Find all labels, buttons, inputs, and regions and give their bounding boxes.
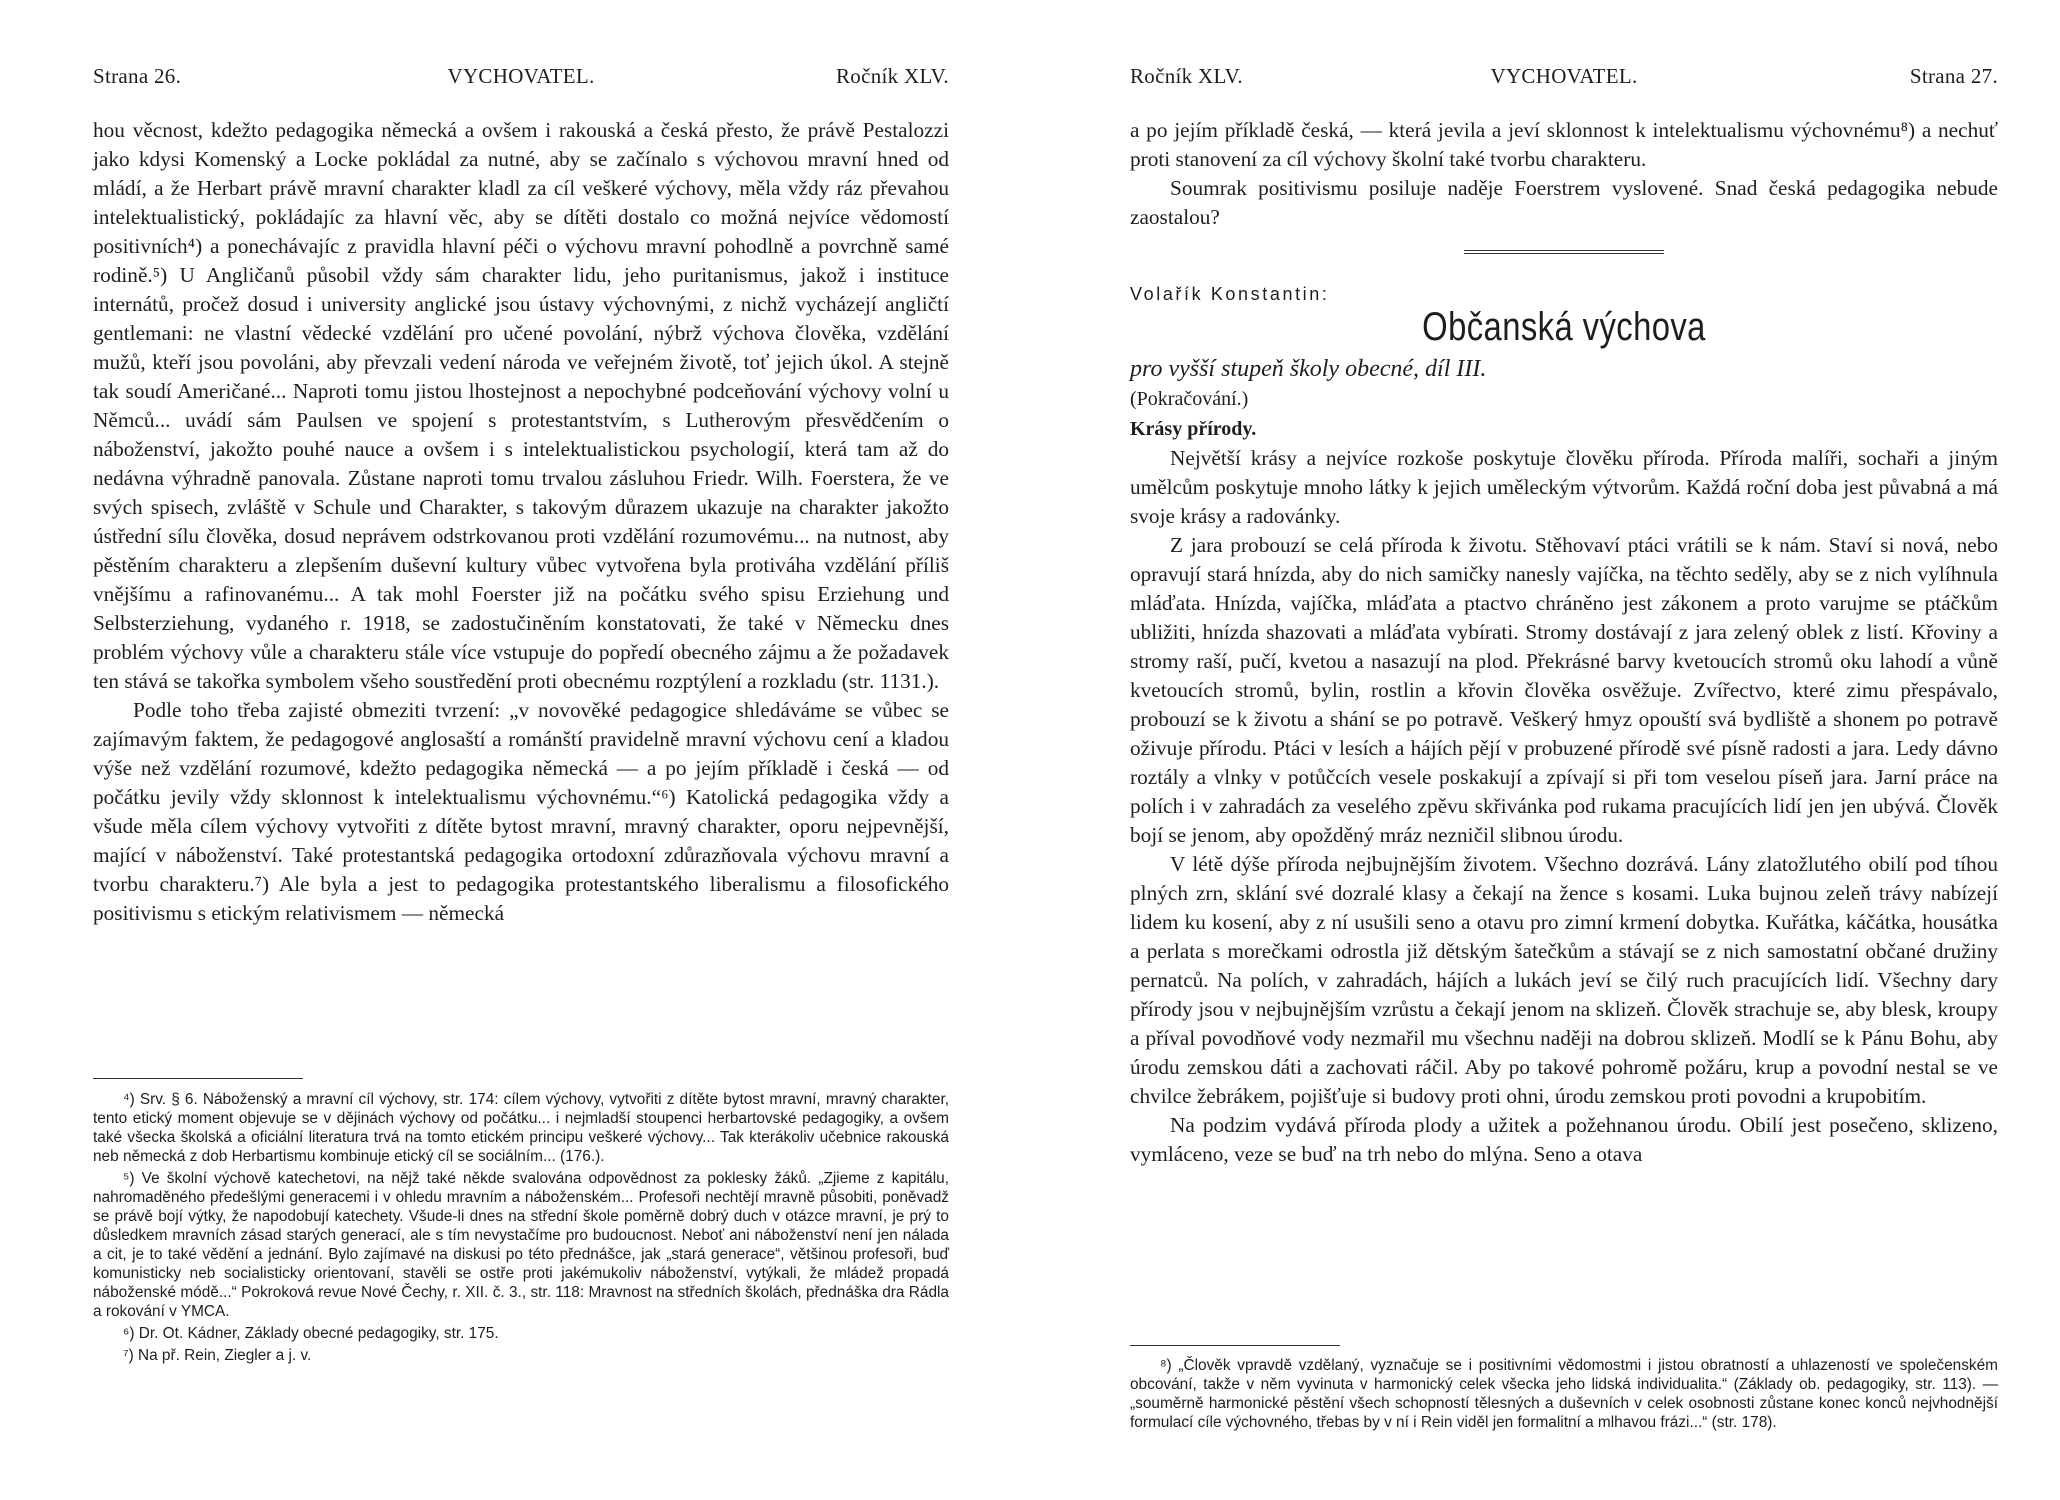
volume-label: Ročník XLV.	[1130, 64, 1243, 88]
paragraph: Soumrak positivismu posiluje naděje Foerstrem vyslovené. Snad česká pedagogika nebude zaostalou?	[1130, 176, 1998, 229]
body-text	[1130, 116, 1998, 1169]
journal-title: VYCHOVATEL.	[447, 64, 595, 88]
journal-title: VYCHOVATEL.	[1490, 64, 1638, 88]
paragraph: Podle toho třeba zajisté obmeziti tvrzení: „v novověké pedagogice shledáváme se vůbec se zajímavým faktem, že pedagogové anglosaští a románští pravidelně mravní výchovu cení a kladou výše než vzdělání rozumové, kdežto pedagogika německá — a po jejím příkladě i česká — od počátku jevily vždy sklonnost k intelektualismu výchovnému.“⁶) Katolická pedagogika vždy a všude měla cílem výchovy vytvořiti z dítěte bytost mravní, mravný charakter, oporu nejpevnější, mající v náboženství. Také protestantská pedagogika ortodoxní zdůrazňovala výchovu mravní a tvorbu charakteru.⁷) Ale byla a jest to pedagogika protestantského liberalismu a filosofického positivismu s etickým relativismem — německá	[93, 698, 949, 925]
body-text	[93, 116, 949, 928]
paragraph: hou věcnost, kdežto pedagogika německá a ovšem i rakouská a česká přesto, že právě Pestalozzi jako kdysi Komenský a Locke pokládal za nutné, aby se začínalo s výchovou mravní hned od mládí, a že Herbart právě mravní charakter kladl za cíl veškeré výchovy, měla vždy ráz převahou intelektualistický, pokládajíc za hlavní věc, aby se dítěti dostalo co možná nejvíce vědomostí positivních⁴) a ponechávajíc z pravidla hlavní péči o výchovu mravní pohodlně a povrchně samé rodině.⁵) U Angličanů působil vždy sám charakter lidu, jeho puritanismus, jakož i instituce internátů, pročež dosud i university anglické jsou ústavy výchovnými, z nichž vycházejí angličtí gentlemani: ne vlastní vědecké vzdělání pro učené povolání, nýbrž výchova člověka, vzdělání mužů, kteří jsou povoláni, aby převzali vedení národa ve veřejném životě, toť jejich úkol. A stejně tak soudí Američané... Naproti tomu jistou lhostejnost a nepochybné podceňování výchovy volní u Němců... uvádí sám Paulsen ve spojení s protestantstvím, s Lutherovým přesvědčením o náboženství, jakožto pouhé nauce a ovšem i s intelektualistickou psychologií, která tam až do nedávna výhradně panovala. Zůstane naproti tomu trvalou zásluhou Friedr. Wilh. Foerstera, že ve svých spisech, zvláště v Schule und Charakter, s takovým důrazem ukazuje na charakter jakožto ústřední sílu člověka, dosud neprávem odstrkovanou proti vzdělání rozumovému... na nutnost, aby pěstěním charakteru a zlepšením duševní kultury vůbec vytvořena byla protiváha vzdělání příliš vnějšímu a rafinovanému... A tak mohl Foerster již na počátku svého spisu Erziehung und Selbsterziehung, vydaného r. 1918, se zadostučiněním konstatovati, že také v Německu dnes problém výchovy vůle a charakteru stále více vstupuje do popředí obecného zájmu a že požadavek ten stává se takořka symbolem všeho soustředění proti obecnému rozptýlení a rozkladu (str. 1131.).	[93, 118, 949, 693]
paragraph: Z jara probouzí se celá příroda k životu. Stěhovaví ptáci vrátili se k nám. Staví si nová, nebo opravují stará hnízda, aby do nich samičky nanesly vajíčka, na těchto seděly, aby se z nich vylíhnula mláďata. Hnízda, vajíčka, mláďata a ptactvo chráněno jest zákonem a proto varujme se ptáčkům ubližiti, hnízda shazovati a mláďata vybírati. Stromy dostávají z jara zelený oblek z listí. Křoviny a stromy raší, pučí, kvetou a nasazují na plod. Překrásné barvy kvetoucích stromů oku lahodí a vůně kvetoucích stromů, bylin, rostlin a křovin člověka osvěžuje. Zvířectvo, které zimu přespávalo, probouzí se k životu a shání se po potravě. Veškerý hmyz opouští svá bydliště a shonem po potravě oživuje přírodu. Ptáci v lesích a hájích pějí v probuzené přírodě své písně radosti a jara. Ledy dávno roztály a vlnky v potůčcích vesele poskakují a zpívají si při tom veselou píseň jara. Jarní práce na polích i v zahradách za veselého zpěvu skřivánka pod rukama pracujících lidí jen jen ubývá. Člověk bojí se jenom, aby opožděný mráz nezničil slibnou úrodu.	[1130, 533, 1998, 847]
article-author: Volařík Konstantin:	[1130, 284, 1330, 304]
page-number: Strana 27.	[1909, 64, 1998, 88]
paragraph: Největší krásy a nejvíce rozkoše poskytuje člověku příroda. Příroda malíři, sochaři a jiným umělcům poskytuje mnoho látky k jejich uměleckým výtvorům. Každá roční doba jest půvabná a má svoje krásy a radovánky.	[1130, 446, 1998, 528]
footnotes	[1130, 1356, 1998, 1435]
article-title: Občanská výchova	[1422, 305, 1706, 349]
paragraph: a po jejím příkladě česká, — která jevila a jeví sklonnost k intelektualismu výchovnému⁸) a nechuť proti stanovení za cíl výchovy školní také tvorbu charakteru.	[1130, 118, 1998, 171]
paragraph: Na podzim vydává příroda plody a užitek a požehnanou úrodu. Obilí jest posečeno, sklizeno, vymláceno, veze se buď na trh nebo do mlýna. Seno a otava	[1130, 1113, 1998, 1166]
footnotes	[93, 1090, 949, 1368]
footnote: ⁵) Ve školní výchově katechetovi, na nějž také někde svalována odpovědnost za poklesky žáků. „Zjieme z kapitálu, nahromaděného předešlými generacemi i v ohledu mravním a náboženském... Profesoři nechtějí mravně působiti, poněvadž se právě bojí výtky, že napodobují katechety. Všude-li dnes na střední škole poměrně dobrý duch v otázce mravní, je prý to důsledkem mravních zásad starých generací, ale s tím nevystačíme pro budoucnost. Neboť ani náboženství není jen nálada a cit, je to také vědění a jednání. Bylo zajímavé na diskusi po této přednášce, jak „stará generace“, většinou profesoři, buď komunisticky neb socialisticky orientovaní, stavěli se ostře proti jakémukoliv náboženství, vytýkali, že mládež propadá náboženské módě...“ Pokroková revue Nové Čechy, r. XII. č. 3., str. 118: Mravnost na středních školách, přednáška dra Rádla a rokování v YMCA.	[93, 1170, 949, 1320]
article-subtitle: pro vyšší stupeň školy obecné, díl III.	[1130, 356, 1487, 382]
page-header	[1130, 64, 1998, 96]
volume-label: Ročník XLV.	[836, 64, 949, 88]
footnote: ⁶) Dr. Ot. Kádner, Základy obecné pedagogiky, str. 175.	[123, 1325, 499, 1342]
footnote: ⁸) „Člověk vpravdě vzdělaný, vyznačuje se i positivními vědomostmi i jistou obratností a uhlazeností ve společenském obcování, takže v něm vyvinuta v harmonický celek všecka jeho lidská individualita.“ (Základy ob. pedagogiky, str. 113). — „souměrně harmonické pěstění všech schopností tělesných a duševních v celek osobnosti zůstane konec konců nejvhodnější formulací cíle výchovného, třebas by v ní i Rein viděl jen formalitní a mlhavou frázi...“ (str. 178).	[1130, 1357, 1998, 1431]
footnote-rule	[93, 1078, 303, 1079]
page-header	[93, 64, 949, 96]
section-divider	[1464, 250, 1664, 254]
footnote: ⁷) Na př. Rein, Ziegler a j. v.	[123, 1347, 312, 1364]
continued-note: (Pokračování.)	[1130, 388, 1249, 410]
footnote-rule	[1130, 1345, 1340, 1346]
section-heading: Krásy přírody.	[1130, 418, 1257, 440]
footnote: ⁴) Srv. § 6. Náboženský a mravní cíl výchovy, str. 174: cílem výchovy, vytvořiti z dítěte bytost mravní, mravný charakter, tento etický moment objevuje se v dějinách výchovy od počátku... i nejmladší stoupenci herbartovské pedagogiky, a ovšem také všecka školská a oficiální literatura trvá na tomto etickém principu veškeré výchovy... Tak kterákoliv učebnice rakouská neb německá z dob Herbartismu kombinuje etický cíl se sociálním... (176.).	[93, 1091, 949, 1165]
right-page	[1030, 0, 2060, 1500]
page-number: Strana 26.	[93, 64, 182, 88]
paragraph: V létě dýše příroda nejbujnějším životem. Všechno dozrává. Lány zlatožlutého obilí pod tíhou plných zrn, sklání své dozralé klasy a čekají na žence s kosami. Luka bujnou zeleň trávy nabízejí lidem ku kosení, aby z ní usušili seno a otavu pro zimní krmení dobytka. Kuřátka, káčátka, housátka a perlata s morečkami odrostla již dětským šatečkům a stávají se z nich samostatní občané družiny pernatců. Na polích, v zahradách, hájích a lukách jeví se čilý ruch pracujících lidí. Všechny dary přírody jsou v nejbujnějším vzrůstu a čekají jenom na sklizeň. Člověk strachuje se, aby blesk, kroupy a příval povodňové vody nezmařil mu všechnu naději na dobrou sklizeň. Modlí se k Pánu Bohu, aby úrodu zemskou dáti a zachovati ráčil. Aby po takové pohromě požáru, krup a povodní nestal se ve chvilce žebrákem, pojišťuje si budovy proti ohni, úrodu zemskou proti povodni a krupobitím.	[1130, 852, 1998, 1108]
